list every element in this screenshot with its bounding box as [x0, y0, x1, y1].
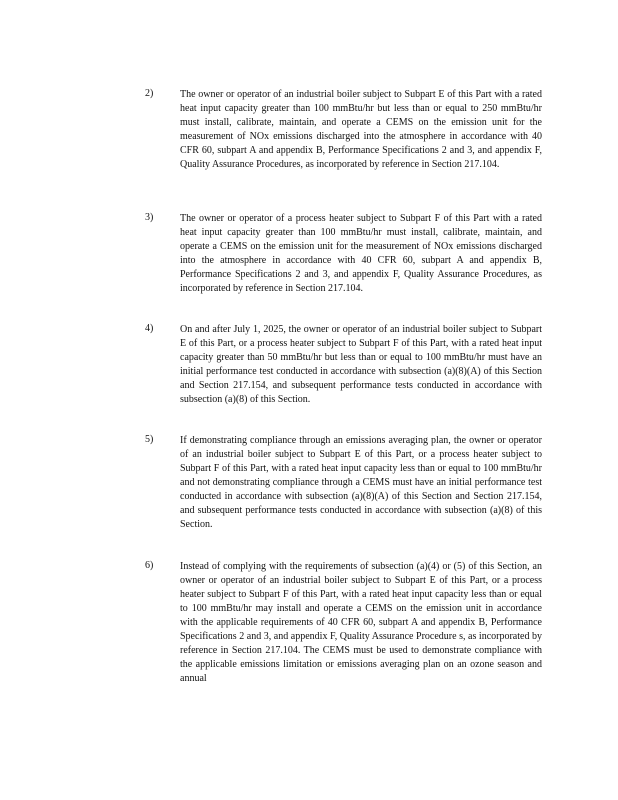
- item-number: 3): [145, 212, 154, 223]
- item-number: 4): [145, 323, 154, 334]
- item-number: 5): [145, 434, 154, 445]
- item-text: On and after July 1, 2025, the owner or operator of an industrial boiler subject to Subpart E of this Part, or a process heater subject to Subpart F of this Part, with a rated heat input capacity greater than 50 mmBtu/hr but less than or equal to 100 mmBtu/hr must have an initial performance test conducted in accordance with subsection (a)(8)(A) of this Section and Section 217.154, and subsequent performance tests conducted in accordance with subsection (a)(8) of this Section.: [180, 324, 542, 405]
- item-text: The owner or operator of a process heater subject to Subpart F of this Part with a rated heat input capacity greater than 100 mmBtu/hr must install, calibrate, maintain, and operate a CEMS on the emission unit for the measurement of NOx emissions discharged into the atmosphere in accordance with 40 CFR 60, subpart A and appendix B, Performance Specifications 2 and 3, and appendix F, Quality Assurance Procedures, as incorporated by reference in Section 217.104.: [180, 213, 542, 294]
- item-number: 6): [145, 560, 154, 571]
- item-number: 2): [145, 88, 154, 99]
- item-text: Instead of complying with the requirements of subsection (a)(4) or (5) of this Section, an owner or operator of an industrial boiler subject to Subpart E of this Part, or a process heater subject to Subpart F of this Part, with a rated heat input capacity less than or equal to 100 mmBtu/hr may install and operate a CEMS on the emission unit in accordance with the applicable requirements of 40 CFR 60, subpart A and appendix B, Performance Specifications 2 and 3, and appendix F, Quality Assurance Procedure s, as incorporated by reference in Section 217.104. The CEMS must be used to demonstrate compliance with the applicable emissions limitation or emissions averaging plan on an ozone season and annual: [180, 561, 542, 684]
- item-text: The owner or operator of an industrial boiler subject to Subpart E of this Part with a rated heat input capacity greater than 100 mmBtu/hr but less than or equal to 250 mmBtu/hr must install, calibrate, maintain, and operate a CEMS on the emission unit for the measurement of NOx emissions discharged into the atmosphere in accordance with 40 CFR 60, subpart A and appendix B, Performance Specifications 2 and 3, and appendix F, Quality Assurance Procedures, as incorporated by reference in Section 217.104.: [180, 89, 542, 170]
- item-text: If demonstrating compliance through an emissions averaging plan, the owner or operator of an industrial boiler subject to Subpart E of this Part, or a process heater subject to Subpart F of this Part, with a rated heat input capacity less than or equal to 100 mmBtu/hr and not demonstrating compliance through a CEMS must have an initial performance test conducted in accordance with subsection (a)(8)(A) of this Section and Section 217.154, and subsequent performance tests conducted in accordance with subsection (a)(8) of this Section.: [180, 435, 542, 530]
